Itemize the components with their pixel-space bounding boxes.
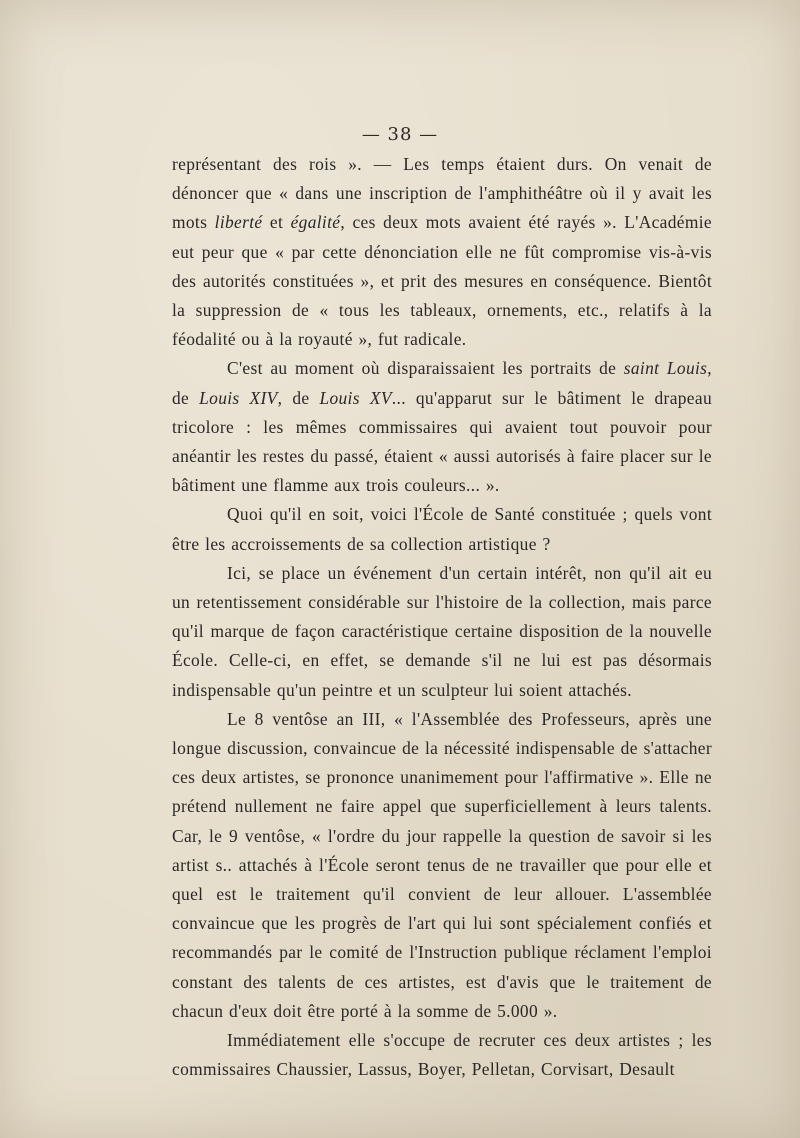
- paragraph-4: Ici, se place un événement d'un certain intérêt, non qu'il ait eu un retentissement considérable sur l'histoire de la collection, mais parce qu'il marque de façon caractéristique certaine disposition de la nouvelle École. Celle-ci, en effet, se demande s'il ne lui est pas désormais indispensable qu'un peintre et un sculpteur lui soient attachés.: [172, 562, 712, 700]
- italic-name-louis-xv: Louis XV: [319, 387, 392, 408]
- italic-name-louis-xiv: Louis XIV: [199, 387, 278, 408]
- italic-term-liberte: liberté: [214, 212, 263, 233]
- italic-name-saint-louis: saint Louis: [623, 358, 708, 379]
- paragraph-3: Quoi qu'il en soit, voici l'École de Santé constituée ; quels vont être les accroissements de sa collection artistique ?: [172, 504, 712, 554]
- paragraph-1: représentant des rois ». — Les temps étaient durs. On venait de dénoncer que « dans une inscription de l'amphithéâtre où il y avait les mots liberté et égalité, ces deux mots avaient été rayés ». L'Académie eut peur que « par cette dénonciation elle ne fût compromise vis-à-vis des autorités constituées », et prit des mesures en conséquence. Bientôt la suppression de « tous les tableaux, ornements, etc., relatifs à la féodalité ou à la royauté », fut radicale.: [172, 154, 712, 350]
- paragraph-6: Immédiatement elle s'occupe de recruter ces deux artistes ; les commissaires Chaussier, Lassus, Boyer, Pelletan, Corvisart, Desault: [172, 1030, 712, 1080]
- paragraph-5: Le 8 ventôse an III, « l'Assemblée des Professeurs, après une longue discussion, convaincue de la nécessité indispensable de s'attacher ces deux artistes, se prononce unanimement pour l'affirmative ». Elle ne prétend nullement ne faire appel que superficiellement à leurs talents. Car, le 9 ventôse, « l'ordre du jour rappelle la question de savoir si les artist s.. attachés à l'École seront tenus de ne travailler que pour elle et quel est le traitement qu'il convient de leur allouer. L'assemblée convaincue que les progrès de l'art qui lui sont spécialement confiés et recommandés par le comité de l'Instruction publique réclament l'emploi constant des talents de ces artistes, est d'avis que le traitement de chacun d'eux doit être porté à la somme de 5.000 ».: [172, 708, 712, 1021]
- italic-term-egalite: égalité: [290, 212, 341, 233]
- page-number: — 38 —: [361, 124, 439, 145]
- paragraph-2: C'est au moment où disparaissaient les portraits de saint Louis, de Louis XIV, de Louis XV... qu'apparut sur le bâtiment le drapeau tricolore : les mêmes commissaires qui avaient tout pouvoir pour anéantir les restes du passé, étaient « aussi autorisés à faire placer sur le bâtiment une flamme aux trois couleurs... ».: [172, 358, 712, 496]
- body-text: [172, 150, 712, 1085]
